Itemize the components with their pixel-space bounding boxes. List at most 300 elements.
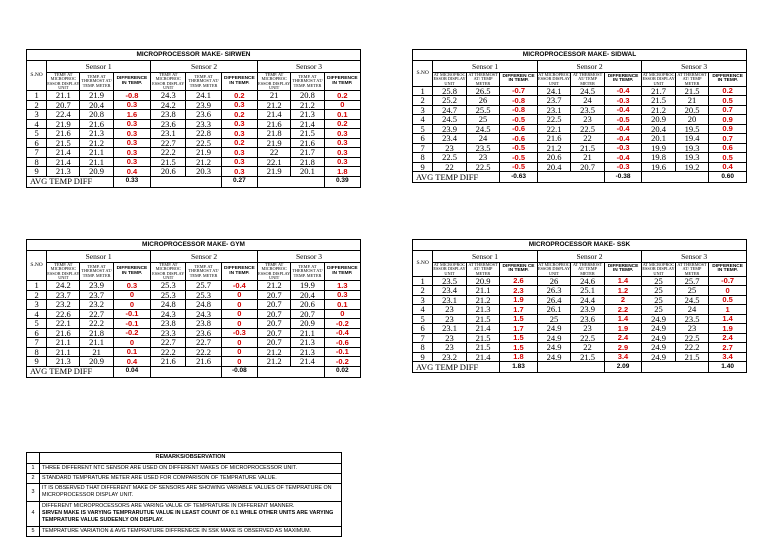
temp-cell: 22.2 <box>80 319 113 329</box>
difference-cell: 2.4 <box>709 333 747 343</box>
temp-cell: 22.2 <box>151 148 186 158</box>
table-row <box>413 286 747 296</box>
temp-cell: 21.2 <box>258 357 291 367</box>
data-table <box>26 49 361 188</box>
temp-cell: 22.1 <box>537 124 570 134</box>
temp-cell: 21.1 <box>47 347 80 357</box>
thermostat-temp-header: AT THERMOST AT/ TEMP METER <box>571 73 604 87</box>
temp-cell: 21.1 <box>466 286 499 296</box>
difference-cell: 0.1 <box>324 110 360 120</box>
difference-cell: 0 <box>221 347 257 357</box>
table-row <box>27 338 361 348</box>
data-table <box>26 239 361 378</box>
microprocessor-temp-header: TEMP. AT MICROPROC ESSOR DISPLAY UNIT <box>152 262 185 280</box>
avg-label: AVG TEMP DIFF <box>413 362 500 373</box>
temp-cell: 22 <box>571 134 604 144</box>
difference-cell: 1.7 <box>500 324 538 334</box>
avg-spacer <box>642 172 709 183</box>
difference-cell: 1.8 <box>324 167 360 177</box>
table-row <box>27 309 361 319</box>
temp-cell: 21.5 <box>291 129 324 139</box>
table-row <box>413 343 747 353</box>
temp-cell: 21.3 <box>47 167 80 177</box>
table-sirwen <box>26 49 361 188</box>
temp-cell: 24.9 <box>642 352 675 362</box>
temp-cell: 21.6 <box>258 119 291 129</box>
difference-cell: 0.2 <box>324 119 360 129</box>
remarks-heading: REMARKS/OBSERVATION <box>40 453 342 464</box>
table-gym <box>26 239 361 378</box>
row-index: 3 <box>27 300 47 310</box>
temp-cell: 25.3 <box>186 290 221 300</box>
temp-cell: 24.5 <box>571 86 604 96</box>
table-title: MICROPROCESSOR MAKE- SIDWAL <box>413 50 747 61</box>
temp-cell: 19.9 <box>291 281 324 291</box>
table-row <box>413 352 747 362</box>
temp-cell: 20.7 <box>258 290 291 300</box>
temp-cell: 20.3 <box>186 167 221 177</box>
temp-cell: 23.5 <box>571 105 604 115</box>
temp-cell: 25 <box>642 286 675 296</box>
row-index: 3 <box>27 110 47 120</box>
sno-header: S.NO <box>413 251 433 277</box>
avg-row <box>413 362 747 373</box>
temp-cell: 22.1 <box>258 157 291 167</box>
temp-cell: 21.6 <box>186 357 221 367</box>
temp-cell: 21.6 <box>47 129 80 139</box>
difference-cell: 0.6 <box>709 143 747 153</box>
row-index: 6 <box>413 134 433 144</box>
difference-cell: -0.7 <box>500 86 538 96</box>
difference-header: DIFFERENCE IN TEMP. <box>113 73 150 91</box>
difference-cell: 2.7 <box>709 343 747 353</box>
avg-value: -0.38 <box>604 172 642 183</box>
thermostat-temp-header: TEMP. AT THERMOST AT/ TEMP. METER <box>291 73 324 91</box>
temp-cell: 21.8 <box>291 157 324 167</box>
table-row <box>413 305 747 315</box>
temp-cell: 20.7 <box>258 319 291 329</box>
difference-cell: 0.3 <box>221 119 257 129</box>
temp-cell: 23 <box>675 324 708 334</box>
thermostat-temp-header: AT THERMOST AT/ TEMP METER <box>675 73 708 87</box>
sensor-header: Sensor 1 <box>433 61 538 73</box>
temp-cell: 21.1 <box>47 338 80 348</box>
temp-cell: 23 <box>433 143 466 153</box>
temp-cell: 21.9 <box>80 91 113 101</box>
table-row <box>27 157 361 167</box>
microprocessor-temp-header: TEMP. AT MICROPROC ESSOR DISPLAY UNIT <box>152 72 185 90</box>
row-index: 5 <box>413 124 433 134</box>
temp-cell: 21.2 <box>258 100 291 110</box>
temp-cell: 21.4 <box>258 110 291 120</box>
temp-cell: 20.8 <box>291 91 324 101</box>
temp-cell: 21.7 <box>291 148 324 158</box>
temp-cell: 21.5 <box>466 314 499 324</box>
sensor-header: Sensor 3 <box>642 61 747 73</box>
difference-cell: 2 <box>604 295 642 305</box>
temp-cell: 23.9 <box>186 100 221 110</box>
temp-cell: 23.6 <box>186 328 221 338</box>
row-index: 8 <box>27 347 47 357</box>
difference-cell: -0.4 <box>604 105 642 115</box>
temp-cell: 24.1 <box>186 91 221 101</box>
sensor-header: Sensor 3 <box>642 251 747 263</box>
difference-cell: 0.5 <box>709 153 747 163</box>
difference-cell: -0.6 <box>500 134 538 144</box>
temp-cell: 21.5 <box>642 96 675 106</box>
temp-cell: 20.4 <box>80 100 113 110</box>
difference-cell: 0 <box>113 290 150 300</box>
row-index: 4 <box>27 119 47 129</box>
temp-cell: 24.8 <box>186 300 221 310</box>
difference-cell: 1.5 <box>500 343 538 353</box>
temp-cell: 24 <box>571 96 604 106</box>
temp-cell: 19.3 <box>675 143 708 153</box>
temp-cell: 23 <box>433 343 466 353</box>
difference-cell: 0.3 <box>113 100 150 110</box>
thermostat-temp-header: TEMP. AT THERMOST AT/ TEMP. METER <box>80 263 113 281</box>
temp-cell: 21.2 <box>258 281 291 291</box>
temp-cell: 24.2 <box>151 100 186 110</box>
sensor-header: Sensor 2 <box>151 61 258 73</box>
row-index: 8 <box>27 157 47 167</box>
table-row <box>413 115 747 125</box>
avg-value: -0.08 <box>221 366 257 377</box>
temp-cell: 20.7 <box>258 328 291 338</box>
difference-header: DIFFEREN CE IN TEMP. <box>500 263 538 277</box>
table-row <box>413 124 747 134</box>
temp-cell: 23.9 <box>433 124 466 134</box>
avg-value: 0.60 <box>709 172 747 183</box>
difference-cell: 0.5 <box>709 96 747 106</box>
temp-cell: 20.7 <box>258 309 291 319</box>
difference-cell: 2.4 <box>604 333 642 343</box>
row-index: 8 <box>413 153 433 163</box>
table-row <box>27 138 361 148</box>
temp-cell: 22.2 <box>151 347 186 357</box>
microprocessor-temp-header: AT MICROPROC ESSOR DISPLAY UNIT <box>433 262 466 276</box>
temp-cell: 21.1 <box>80 338 113 348</box>
difference-cell: -0.2 <box>324 319 360 329</box>
temp-cell: 22.5 <box>571 333 604 343</box>
temp-cell: 26.5 <box>466 86 499 96</box>
temp-cell: 20.4 <box>291 290 324 300</box>
difference-cell: 0.3 <box>221 157 257 167</box>
difference-cell: 1.5 <box>500 314 538 324</box>
table-row <box>413 295 747 305</box>
temp-cell: 23.4 <box>433 134 466 144</box>
difference-cell: 0.2 <box>221 138 257 148</box>
remark-row: 4 DIFFERENT MICROPROCESSORS ARE VARING VALUE OF TEMPRATURE IN DIFFERENT MANNER. SIRVEN MAKE IS VARYING TEMPRARUTUE VALUE IN LEAST COUNT OF 0.1 WHILE OTHER UNITS ARE VARYING TEMPRATURE VALUE SUDEENLY ON DISPLAY. <box>27 501 342 526</box>
temp-cell: 24.4 <box>571 295 604 305</box>
temp-cell: 24.1 <box>537 86 570 96</box>
temp-cell: 21.5 <box>675 86 708 96</box>
difference-cell: 0.2 <box>709 86 747 96</box>
row-index: 6 <box>413 324 433 334</box>
difference-header: DIFFERENCE IN TEMP. <box>221 73 257 91</box>
avg-spacer <box>151 366 222 377</box>
temp-cell: 22 <box>571 343 604 353</box>
row-index: 4 <box>27 309 47 319</box>
sno-header: S.NO <box>27 251 47 281</box>
difference-cell: -0.3 <box>604 143 642 153</box>
avg-row <box>27 366 361 377</box>
temp-cell: 21 <box>571 153 604 163</box>
temp-cell: 23.1 <box>433 324 466 334</box>
difference-header: DIFFERENCE IN TEMP. <box>709 73 747 87</box>
temp-cell: 19.6 <box>642 162 675 172</box>
temp-cell: 24.6 <box>571 276 604 286</box>
temp-cell: 20.1 <box>291 167 324 177</box>
row-index: 2 <box>413 96 433 106</box>
difference-cell: 0.3 <box>221 129 257 139</box>
difference-cell: -0.1 <box>113 319 150 329</box>
row-index: 7 <box>27 338 47 348</box>
sensor-header: Sensor 2 <box>537 251 642 263</box>
remark-text: STANDARD TEMPRATURE METER ARE USED FOR COMPARISON OF TEMPRATURE VALUE. <box>40 473 342 483</box>
avg-spacer <box>537 362 604 373</box>
table-row <box>413 153 747 163</box>
remark-row: 3 IT IS OBSERVED THAT DIFFERENT MAKE OF SENSORS ARE SHOWING VARIABLE VALUES OF TEMPRATURE ON MICROPROCESSOR DISPLAY UNIT. <box>27 484 342 502</box>
avg-row <box>413 172 747 183</box>
difference-cell: -0.8 <box>113 91 150 101</box>
temp-cell: 22.5 <box>433 153 466 163</box>
difference-cell: 0.7 <box>709 105 747 115</box>
difference-cell: 0.7 <box>709 134 747 144</box>
temp-cell: 21.5 <box>151 157 186 167</box>
temp-cell: 21.6 <box>47 328 80 338</box>
temp-cell: 23 <box>466 153 499 163</box>
table-row <box>27 357 361 367</box>
temp-cell: 26 <box>466 96 499 106</box>
difference-cell: 0.3 <box>113 281 150 291</box>
difference-cell: 0.3 <box>221 100 257 110</box>
temp-cell: 19.3 <box>675 153 708 163</box>
table-title: MICROPROCESSOR MAKE- GYM <box>27 240 361 251</box>
difference-cell: 0 <box>221 357 257 367</box>
difference-cell: -0.5 <box>604 115 642 125</box>
temp-cell: 21.5 <box>571 143 604 153</box>
temp-cell: 24.2 <box>47 281 80 291</box>
difference-cell: -0.4 <box>604 134 642 144</box>
temp-cell: 24.9 <box>537 333 570 343</box>
temp-cell: 20.4 <box>537 162 570 172</box>
difference-cell: -0.4 <box>604 86 642 96</box>
difference-cell: 0.4 <box>113 357 150 367</box>
row-index: 3 <box>413 105 433 115</box>
temp-cell: 21.3 <box>291 347 324 357</box>
temp-cell: 21.4 <box>466 352 499 362</box>
table-row <box>413 143 747 153</box>
difference-cell: 0 <box>221 300 257 310</box>
remark-row: 5 TEMPRATURE VARIATION & AVG TEMPRATURE DIFFRENECE IN SSK MAKE IS OBSERVED AS MAXIMUM. <box>27 526 342 536</box>
difference-cell: 0.5 <box>709 295 747 305</box>
thermostat-temp-header: TEMP. AT THERMOST AT/ TEMP. METER <box>186 263 221 281</box>
temp-cell: 21.7 <box>642 86 675 96</box>
difference-cell: -0.4 <box>324 328 360 338</box>
temp-cell: 25.1 <box>571 286 604 296</box>
difference-cell: 0 <box>221 338 257 348</box>
difference-cell: 0.1 <box>113 347 150 357</box>
temp-cell: 23.6 <box>151 119 186 129</box>
temp-cell: 24.5 <box>675 295 708 305</box>
avg-value: 1.40 <box>709 362 747 373</box>
temp-cell: 21 <box>258 91 291 101</box>
table-row <box>27 110 361 120</box>
temp-cell: 23.5 <box>466 143 499 153</box>
difference-cell: -0.5 <box>500 162 538 172</box>
temp-cell: 21.2 <box>291 100 324 110</box>
temp-cell: 22.2 <box>675 343 708 353</box>
temp-cell: 21.4 <box>291 119 324 129</box>
temp-cell: 21.3 <box>291 338 324 348</box>
data-table <box>412 49 747 183</box>
difference-cell: 0.2 <box>221 91 257 101</box>
difference-cell: 0 <box>113 338 150 348</box>
temp-cell: 24.7 <box>433 105 466 115</box>
sensor-header: Sensor 1 <box>47 61 151 73</box>
avg-spacer <box>642 362 709 373</box>
temp-cell: 24 <box>466 134 499 144</box>
temp-cell: 21.4 <box>47 157 80 167</box>
sensor-header: Sensor 1 <box>433 251 538 263</box>
difference-cell: 1.9 <box>604 324 642 334</box>
temp-cell: 22.7 <box>80 309 113 319</box>
difference-cell: 1.8 <box>500 352 538 362</box>
temp-cell: 21.5 <box>466 333 499 343</box>
temp-cell: 20.7 <box>258 338 291 348</box>
temp-cell: 20.8 <box>80 110 113 120</box>
temp-cell: 21.3 <box>80 129 113 139</box>
row-index: 2 <box>413 286 433 296</box>
difference-header: DIFFEREN CE IN TEMP. <box>500 73 538 87</box>
temp-cell: 25.7 <box>675 276 708 286</box>
temp-cell: 22.7 <box>151 138 186 148</box>
difference-cell: 0 <box>324 100 360 110</box>
temp-cell: 20.9 <box>642 115 675 125</box>
temp-cell: 21.5 <box>675 352 708 362</box>
temp-cell: 21.6 <box>80 119 113 129</box>
microprocessor-temp-header: TEMP. AT MICROPROC ESSOR DISPLAY UNIT <box>258 262 291 280</box>
difference-cell: 0 <box>221 319 257 329</box>
table-row <box>27 281 361 291</box>
difference-cell: 1.4 <box>604 276 642 286</box>
temp-cell: 23.5 <box>433 276 466 286</box>
table-row <box>413 333 747 343</box>
temp-cell: 23.7 <box>47 290 80 300</box>
difference-header: DIFFERENCE IN TEMP. <box>709 263 747 277</box>
temp-cell: 21.8 <box>258 129 291 139</box>
difference-header: DIFFERENCE IN TEMP. <box>113 263 150 281</box>
table-row <box>27 347 361 357</box>
difference-cell: 1.9 <box>500 295 538 305</box>
row-index: 7 <box>413 333 433 343</box>
row-index: 1 <box>27 281 47 291</box>
sensor-header: Sensor 1 <box>47 251 151 263</box>
temp-cell: 23 <box>433 333 466 343</box>
temp-cell: 24.5 <box>433 115 466 125</box>
difference-cell: -0.4 <box>221 281 257 291</box>
difference-cell: 0.1 <box>324 300 360 310</box>
avg-value: 1.83 <box>500 362 538 373</box>
temp-cell: 22.7 <box>151 338 186 348</box>
avg-spacer <box>537 172 604 183</box>
temp-cell: 20.9 <box>466 276 499 286</box>
avg-spacer <box>151 176 222 187</box>
temp-cell: 22.5 <box>466 162 499 172</box>
temp-cell: 21.5 <box>466 343 499 353</box>
temp-cell: 24.9 <box>642 333 675 343</box>
difference-cell: 0.3 <box>324 148 360 158</box>
temp-cell: 20.4 <box>642 124 675 134</box>
temp-cell: 22.5 <box>186 138 221 148</box>
temp-cell: 23.2 <box>47 300 80 310</box>
temp-cell: 26.4 <box>537 295 570 305</box>
table-row <box>413 86 747 96</box>
temp-cell: 19.5 <box>675 124 708 134</box>
difference-cell: 0.3 <box>324 157 360 167</box>
temp-cell: 20.6 <box>151 167 186 177</box>
temp-cell: 25 <box>675 286 708 296</box>
temp-cell: 23.8 <box>186 319 221 329</box>
temp-cell: 24.3 <box>151 309 186 319</box>
temp-cell: 24.9 <box>537 343 570 353</box>
microprocessor-temp-header: AT MICROPROC ESSOR DISPLAY UNIT <box>642 262 675 276</box>
temp-cell: 23.8 <box>151 110 186 120</box>
temp-cell: 20.1 <box>642 134 675 144</box>
temp-cell: 20.9 <box>291 319 324 329</box>
difference-cell: 2.2 <box>604 305 642 315</box>
temp-cell: 25 <box>642 276 675 286</box>
temp-cell: 22.1 <box>47 319 80 329</box>
difference-cell: -0.5 <box>500 115 538 125</box>
temp-cell: 19.8 <box>642 153 675 163</box>
remark-text-bold: SIRVEN MAKE IS VARYING TEMPRARUTUE VALUE IN LEAST COUNT OF 0.1 WHILE OTHER UNITS ARE VARYING TEMPRATURE VALUE SUDEENLY ON DISPLAY. <box>42 510 334 524</box>
temp-cell: 23.4 <box>433 286 466 296</box>
difference-cell: 0.3 <box>113 138 150 148</box>
temp-cell: 21.3 <box>47 357 80 367</box>
row-index: 1 <box>27 91 47 101</box>
temp-cell: 25.5 <box>466 105 499 115</box>
temp-cell: 21.5 <box>47 138 80 148</box>
temp-cell: 20 <box>675 115 708 125</box>
temp-cell: 22.2 <box>186 347 221 357</box>
row-index: 4 <box>413 305 433 315</box>
difference-header: DIFFERENCE IN TEMP. <box>604 263 642 277</box>
temp-cell: 25 <box>537 314 570 324</box>
thermostat-temp-header: TEMP. AT THERMOST AT/ TEMP. METER <box>80 73 113 91</box>
temp-cell: 26.3 <box>537 286 570 296</box>
temp-cell: 20.7 <box>258 300 291 310</box>
row-index: 7 <box>27 148 47 158</box>
avg-value: 0.27 <box>221 176 257 187</box>
avg-value: 0.33 <box>113 176 150 187</box>
table-row <box>27 319 361 329</box>
difference-cell: -0.4 <box>604 153 642 163</box>
thermostat-temp-header: TEMP. AT THERMOST AT/ TEMP. METER <box>291 263 324 281</box>
difference-cell: 0.4 <box>709 162 747 172</box>
row-index: 1 <box>413 86 433 96</box>
temp-cell: 23.2 <box>80 300 113 310</box>
microprocessor-temp-header: TEMP. AT MICROPROC ESSOR DISPLAY UNIT <box>47 72 80 90</box>
temp-cell: 21.6 <box>151 357 186 367</box>
temp-cell: 23.7 <box>537 96 570 106</box>
table-row <box>27 129 361 139</box>
temp-cell: 23.6 <box>571 314 604 324</box>
temp-cell: 25.2 <box>433 96 466 106</box>
temp-cell: 21.9 <box>47 119 80 129</box>
remark-text: IT IS OBSERVED THAT DIFFERENT MAKE OF SENSORS ARE SHOWING VARIABLE VALUES OF TEMPRATURE ON MICROPROCESSOR DISPLAY UNIT. <box>40 484 342 502</box>
